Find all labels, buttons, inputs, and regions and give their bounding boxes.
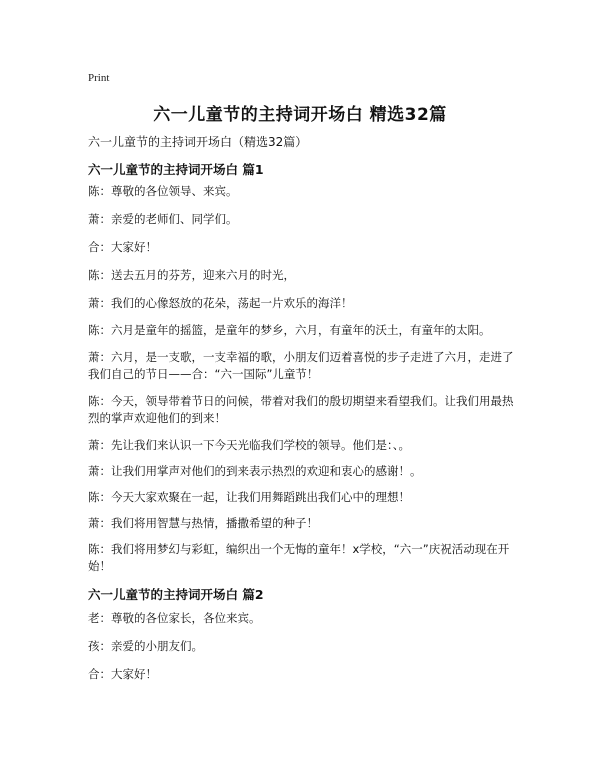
- section-heading-2: 六一儿童节的主持词开场白 篇2: [88, 587, 264, 602]
- paragraph: 陈：今天，领导带着节日的问候，带着对我们的殷切期望来看望我们。让我们用最热烈的掌声欢迎他们的到来！: [88, 394, 514, 425]
- paragraph: 萧：我们的心像怒放的花朵，荡起一片欢乐的海洋！: [88, 296, 353, 310]
- paragraph: 萧：先让我们来认识一下今天光临我们学校的领导。他们是：、。: [88, 438, 410, 452]
- paragraph: 合：大家好！: [88, 240, 157, 254]
- paragraph: 合：大家好！: [88, 667, 157, 681]
- document-subtitle: 六一儿童节的主持词开场白（精选32篇）: [88, 135, 308, 149]
- paragraph: 萧：亲爱的老师们、同学们。: [88, 212, 238, 226]
- paragraph: 陈：送去五月的芬芳，迎来六月的时光，: [88, 268, 295, 282]
- paragraph: 陈：六月是童年的摇篮，是童年的梦乡，六月，有童年的沃土，有童年的太阳。: [88, 323, 491, 337]
- paragraph: 陈：尊敬的各位领导、来宾。: [88, 184, 238, 198]
- paragraph: 萧：六月，是一支歌，一支幸福的歌，小朋友们迈着喜悦的步子走进了六月，走进了我们自己的节日——合：“六一国际”儿童节！: [88, 350, 514, 381]
- paragraph: 老：尊敬的各位家长，各位来宾。: [88, 611, 261, 625]
- paragraph: 孩：亲爱的小朋友们。: [88, 639, 203, 653]
- section-heading-1: 六一儿童节的主持词开场白 篇1: [88, 162, 264, 177]
- print-link[interactable]: Print: [88, 72, 110, 84]
- paragraph: 陈：今天大家欢聚在一起，让我们用舞蹈跳出我们心中的理想！: [88, 490, 410, 504]
- paragraph: 萧：我们将用智慧与热情，播撒希望的种子！: [88, 516, 318, 530]
- paragraph: 萧：让我们用掌声对他们的到来表示热烈的欢迎和衷心的感谢！。: [88, 464, 422, 478]
- paragraph: 陈：我们将用梦幻与彩虹，编织出一个无悔的童年！x学校，“六一”庆祝活动现在开始！: [88, 542, 510, 573]
- page-title: 六一儿童节的主持词开场白 精选32篇: [153, 105, 447, 125]
